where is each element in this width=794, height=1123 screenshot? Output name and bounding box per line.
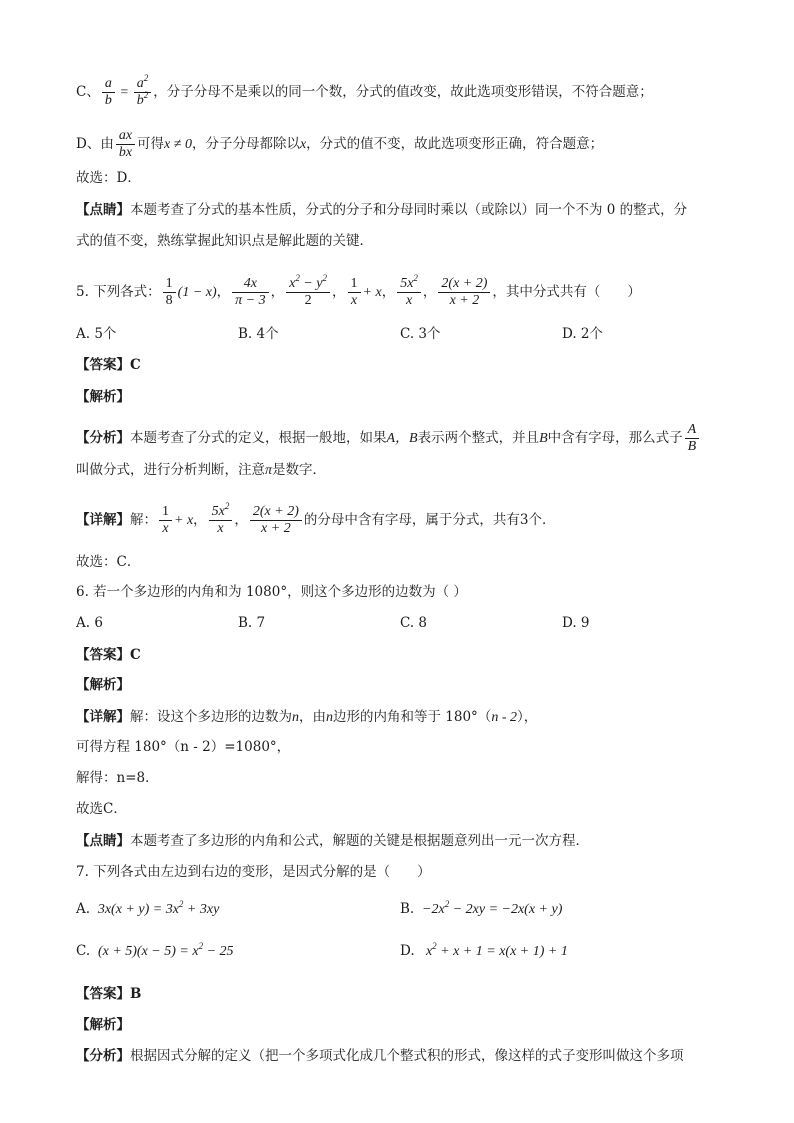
q5-option-a[interactable]: A. 5个 xyxy=(76,326,117,342)
q7-option-a[interactable]: A. $3x(x + y) = 3x^2 + 3xy$ xyxy=(76,899,220,917)
option-c-explanation: C、 $\frac{a}{b}$ = $\frac{a^2}{b^2}$ ，分子分母不是乘以的同一个数，分式的值改变，故此选项变形错误，不符合题意； xyxy=(76,73,653,108)
q6-option-b[interactable]: B. 7 xyxy=(238,615,266,631)
q5-analysis-head: 【解析】 xyxy=(76,389,130,405)
q5-fenxi-line-1: 【分析】本题考查了分式的定义，根据一般地，如果A，B表示两个整式，并且B中含有字母，那么式子 $\frac{A}{B}$ xyxy=(76,422,701,455)
q6-option-a[interactable]: A. 6 xyxy=(76,615,103,631)
q6-dianjing: 【点睛】本题考查了多边形的内角和公式，解题的关键是根据题意列出一元一次方程． xyxy=(76,833,589,849)
fraction-a2-over-b2: $\frac{a^2}{b^2}$ xyxy=(134,76,152,109)
option-d-explanation: D、由 $\frac{ax}{bx}$ 可得x ≠ 0，分子分母都除以x，分式的值不变，故此选项变形正确，符合题意； xyxy=(76,128,604,160)
question-7-stem: 7. 下列各式由左边到右边的变形，是因式分解的是（ ） xyxy=(76,864,431,880)
q6-analysis-head: 【解析】 xyxy=(76,677,130,693)
fraction-a-over-b: $\frac{a}{b}$ xyxy=(102,76,115,109)
question-5-stem: 5. 下列各式： $\frac{1}{8}$ (1 − x)， $\frac{4x}{\pi - 3}$ ， $\frac{x^2 - y^2}{2}$ ， $\frac{1}{x}$ + x， $\frac{5x^2}{x}$ ， $\frac{2(x + 2)}{x + 2}$ ，其中分式共有（ ） xyxy=(76,273,641,308)
question-6-stem: 6. 若一个多边形的内角和为 1080°，则这个多边形的边数为（ ） xyxy=(76,584,467,600)
q5-answer: 【答案】C xyxy=(76,357,141,373)
q5-option-d[interactable]: D. 2个 xyxy=(562,326,604,342)
q6-option-d[interactable]: D. 9 xyxy=(562,615,590,631)
q6-solve: 解得：n=8． xyxy=(76,770,159,786)
q6-conclusion: 故选C． xyxy=(76,801,127,817)
q7-option-c[interactable]: C. $(x + 5)(x - 5) = x^2 - 25$ xyxy=(76,941,234,959)
q5-xiangjie: 【详解】解： $\frac{1}{x}$ + x， $\frac{5x^2}{x}$ ， $\frac{2(x + 2)}{x + 2}$ 的分母中含有字母，属于分式，共有3个． xyxy=(76,501,556,536)
dianjing-line-1: 【点睛】本题考查了分式的基本性质，分式的分子和分母同时乘以（或除以）同一个不为 0 的整式，分 xyxy=(76,202,688,218)
q5-option-b[interactable]: B. 4个 xyxy=(238,326,279,342)
fraction-ax-over-bx: $\frac{ax}{bx}$ xyxy=(116,128,135,161)
dianjing-line-2: 式的值不变，熟练掌握此知识点是解此题的关键． xyxy=(76,233,373,249)
q7-fenxi: 【分析】根据因式分解的定义（把一个多项式化成几个整式积的形式，像这样的式子变形叫做这个多项 xyxy=(76,1048,684,1064)
q6-option-c[interactable]: C. 8 xyxy=(400,615,428,631)
q5-conclusion: 故选：C． xyxy=(76,554,141,570)
q7-option-d[interactable]: D. $x^2 + x + 1 = x(x + 1) + 1$ xyxy=(400,941,568,959)
q5-fenxi-line-2: 叫做分式，进行分析判断，注意π是数字． xyxy=(76,462,327,478)
conclusion-d: 故选：D． xyxy=(76,170,141,186)
q7-answer: 【答案】B xyxy=(76,986,142,1002)
q5-option-c[interactable]: C. 3个 xyxy=(400,326,441,342)
q7-option-b[interactable]: B. $-2x^2 - 2xy = -2x(x + y)$ xyxy=(400,899,563,917)
q7-analysis-head: 【解析】 xyxy=(76,1017,130,1033)
q6-equation: 可得方程 180°（n - 2）=1080°， xyxy=(76,739,291,755)
q6-answer: 【答案】C xyxy=(76,647,141,663)
fraction-a-over-b-cap: $\frac{A}{B}$ xyxy=(685,422,700,455)
q6-detail: 【详解】解：设这个多边形的边数为n，由n边形的内角和等于 180°（n - 2）， xyxy=(76,709,538,725)
